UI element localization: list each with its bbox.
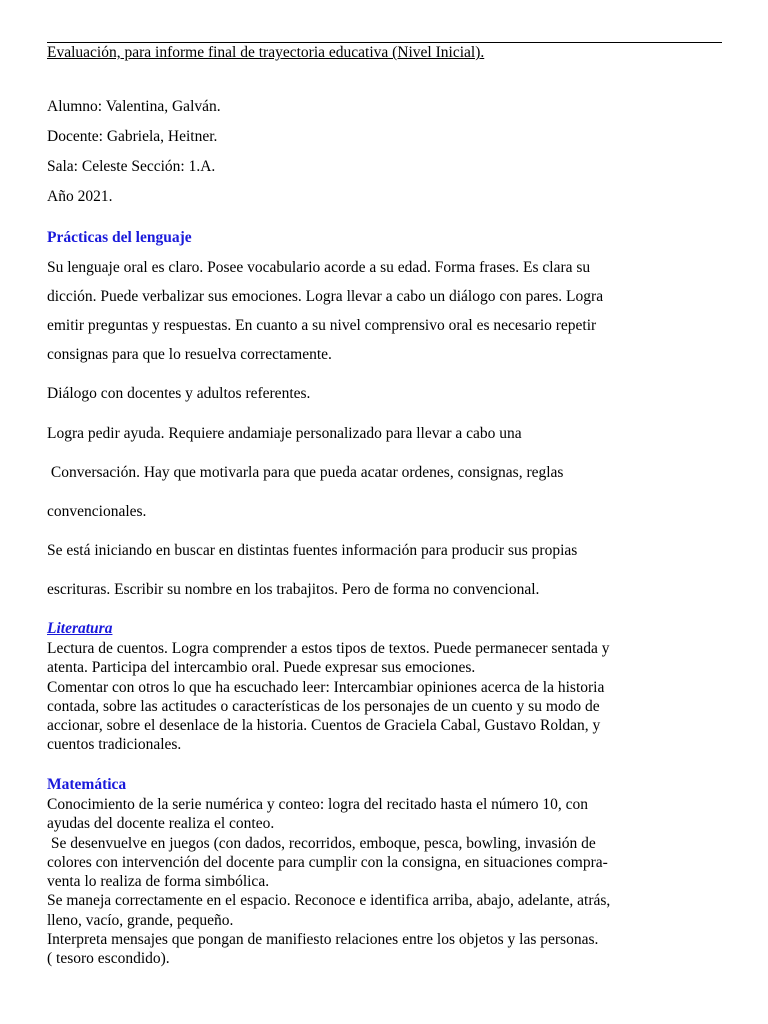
- literatura-line: atenta. Participa del intercambio oral. Puede expresar sus emociones.: [47, 659, 476, 677]
- lenguaje-line: Se está iniciando en buscar en distintas fuentes información para producir sus propias: [47, 542, 578, 559]
- matematica-line: colores con intervención del docente para cumplir con la consigna, en situaciones compra-: [47, 853, 608, 871]
- matematica-line: Se desenvuelve en juegos (con dados, recorridos, emboque, pesca, bowling, invasión de: [47, 834, 596, 852]
- matematica-line: ayudas del docente realiza el conteo.: [47, 815, 275, 833]
- literatura-line: contada, sobre las actitudes o características de los personajes de un cuento y su modo de: [47, 697, 600, 715]
- lenguaje-line: Conversación. Hay que motivarla para que pueda acatar ordenes, consignas, reglas: [47, 464, 564, 481]
- matematica-line: ( tesoro escondido).: [47, 950, 170, 968]
- literatura-line: accionar, sobre el desenlace de la historia. Cuentos de Graciela Cabal, Gustavo Roldan, y: [47, 717, 601, 735]
- heading-literatura: Literatura: [47, 620, 113, 637]
- room-line: Sala: Celeste Sección: 1.A.: [47, 158, 216, 175]
- matematica-line: lleno, vacío, grande, pequeño.: [47, 911, 234, 929]
- matematica-line: venta lo realiza de forma simbólica.: [47, 873, 270, 891]
- heading-practicas-lenguaje: Prácticas del lenguaje: [47, 229, 192, 246]
- year-line: Año 2021.: [47, 188, 113, 205]
- literatura-line: Lectura de cuentos. Logra comprender a estos tipos de textos. Puede permanecer sentada y: [47, 640, 610, 657]
- matematica-line: Conocimiento de la serie numérica y conteo: logra del recitado hasta el número 10, con: [47, 796, 589, 813]
- lenguaje-line: emitir preguntas y respuestas. En cuanto a su nivel comprensivo oral es necesario repetir: [47, 317, 597, 334]
- lenguaje-line: Su lenguaje oral es claro. Posee vocabulario acorde a su edad. Forma frases. Es clara su: [47, 259, 591, 276]
- matematica-line: Interpreta mensajes que pongan de manifiesto relaciones entre los objetos y las personas.: [47, 931, 599, 949]
- document-title: Evaluación, para informe final de trayectoria educativa (Nivel Inicial).: [47, 44, 485, 61]
- heading-matematica: Matemática: [47, 776, 127, 793]
- literatura-line: Comentar con otros lo que ha escuchado leer: Intercambiar opiniones acerca de la historia: [47, 678, 605, 696]
- literatura-line: cuentos tradicionales.: [47, 736, 182, 754]
- lenguaje-line: dicción. Puede verbalizar sus emociones. Logra llevar a cabo un diálogo con pares. Logra: [47, 288, 604, 305]
- matematica-line: Se maneja correctamente en el espacio. Reconoce e identifica arriba, abajo, adelante, atrás,: [47, 892, 611, 910]
- lenguaje-line: convencionales.: [47, 503, 147, 520]
- student-line: Alumno: Valentina, Galván.: [47, 98, 221, 115]
- matematica-block: [47, 795, 715, 969]
- teacher-line: Docente: Gabriela, Heitner.: [47, 128, 218, 145]
- lenguaje-line: escrituras. Escribir su nombre en los trabajitos. Pero de forma no convencional.: [47, 581, 540, 598]
- top-rule: [47, 42, 722, 43]
- literatura-block: [47, 639, 715, 755]
- lenguaje-line: Logra pedir ayuda. Requiere andamiaje personalizado para llevar a cabo una: [47, 425, 522, 442]
- lenguaje-line: consignas para que lo resuelva correctamente.: [47, 346, 332, 363]
- lenguaje-line: Diálogo con docentes y adultos referentes.: [47, 385, 311, 402]
